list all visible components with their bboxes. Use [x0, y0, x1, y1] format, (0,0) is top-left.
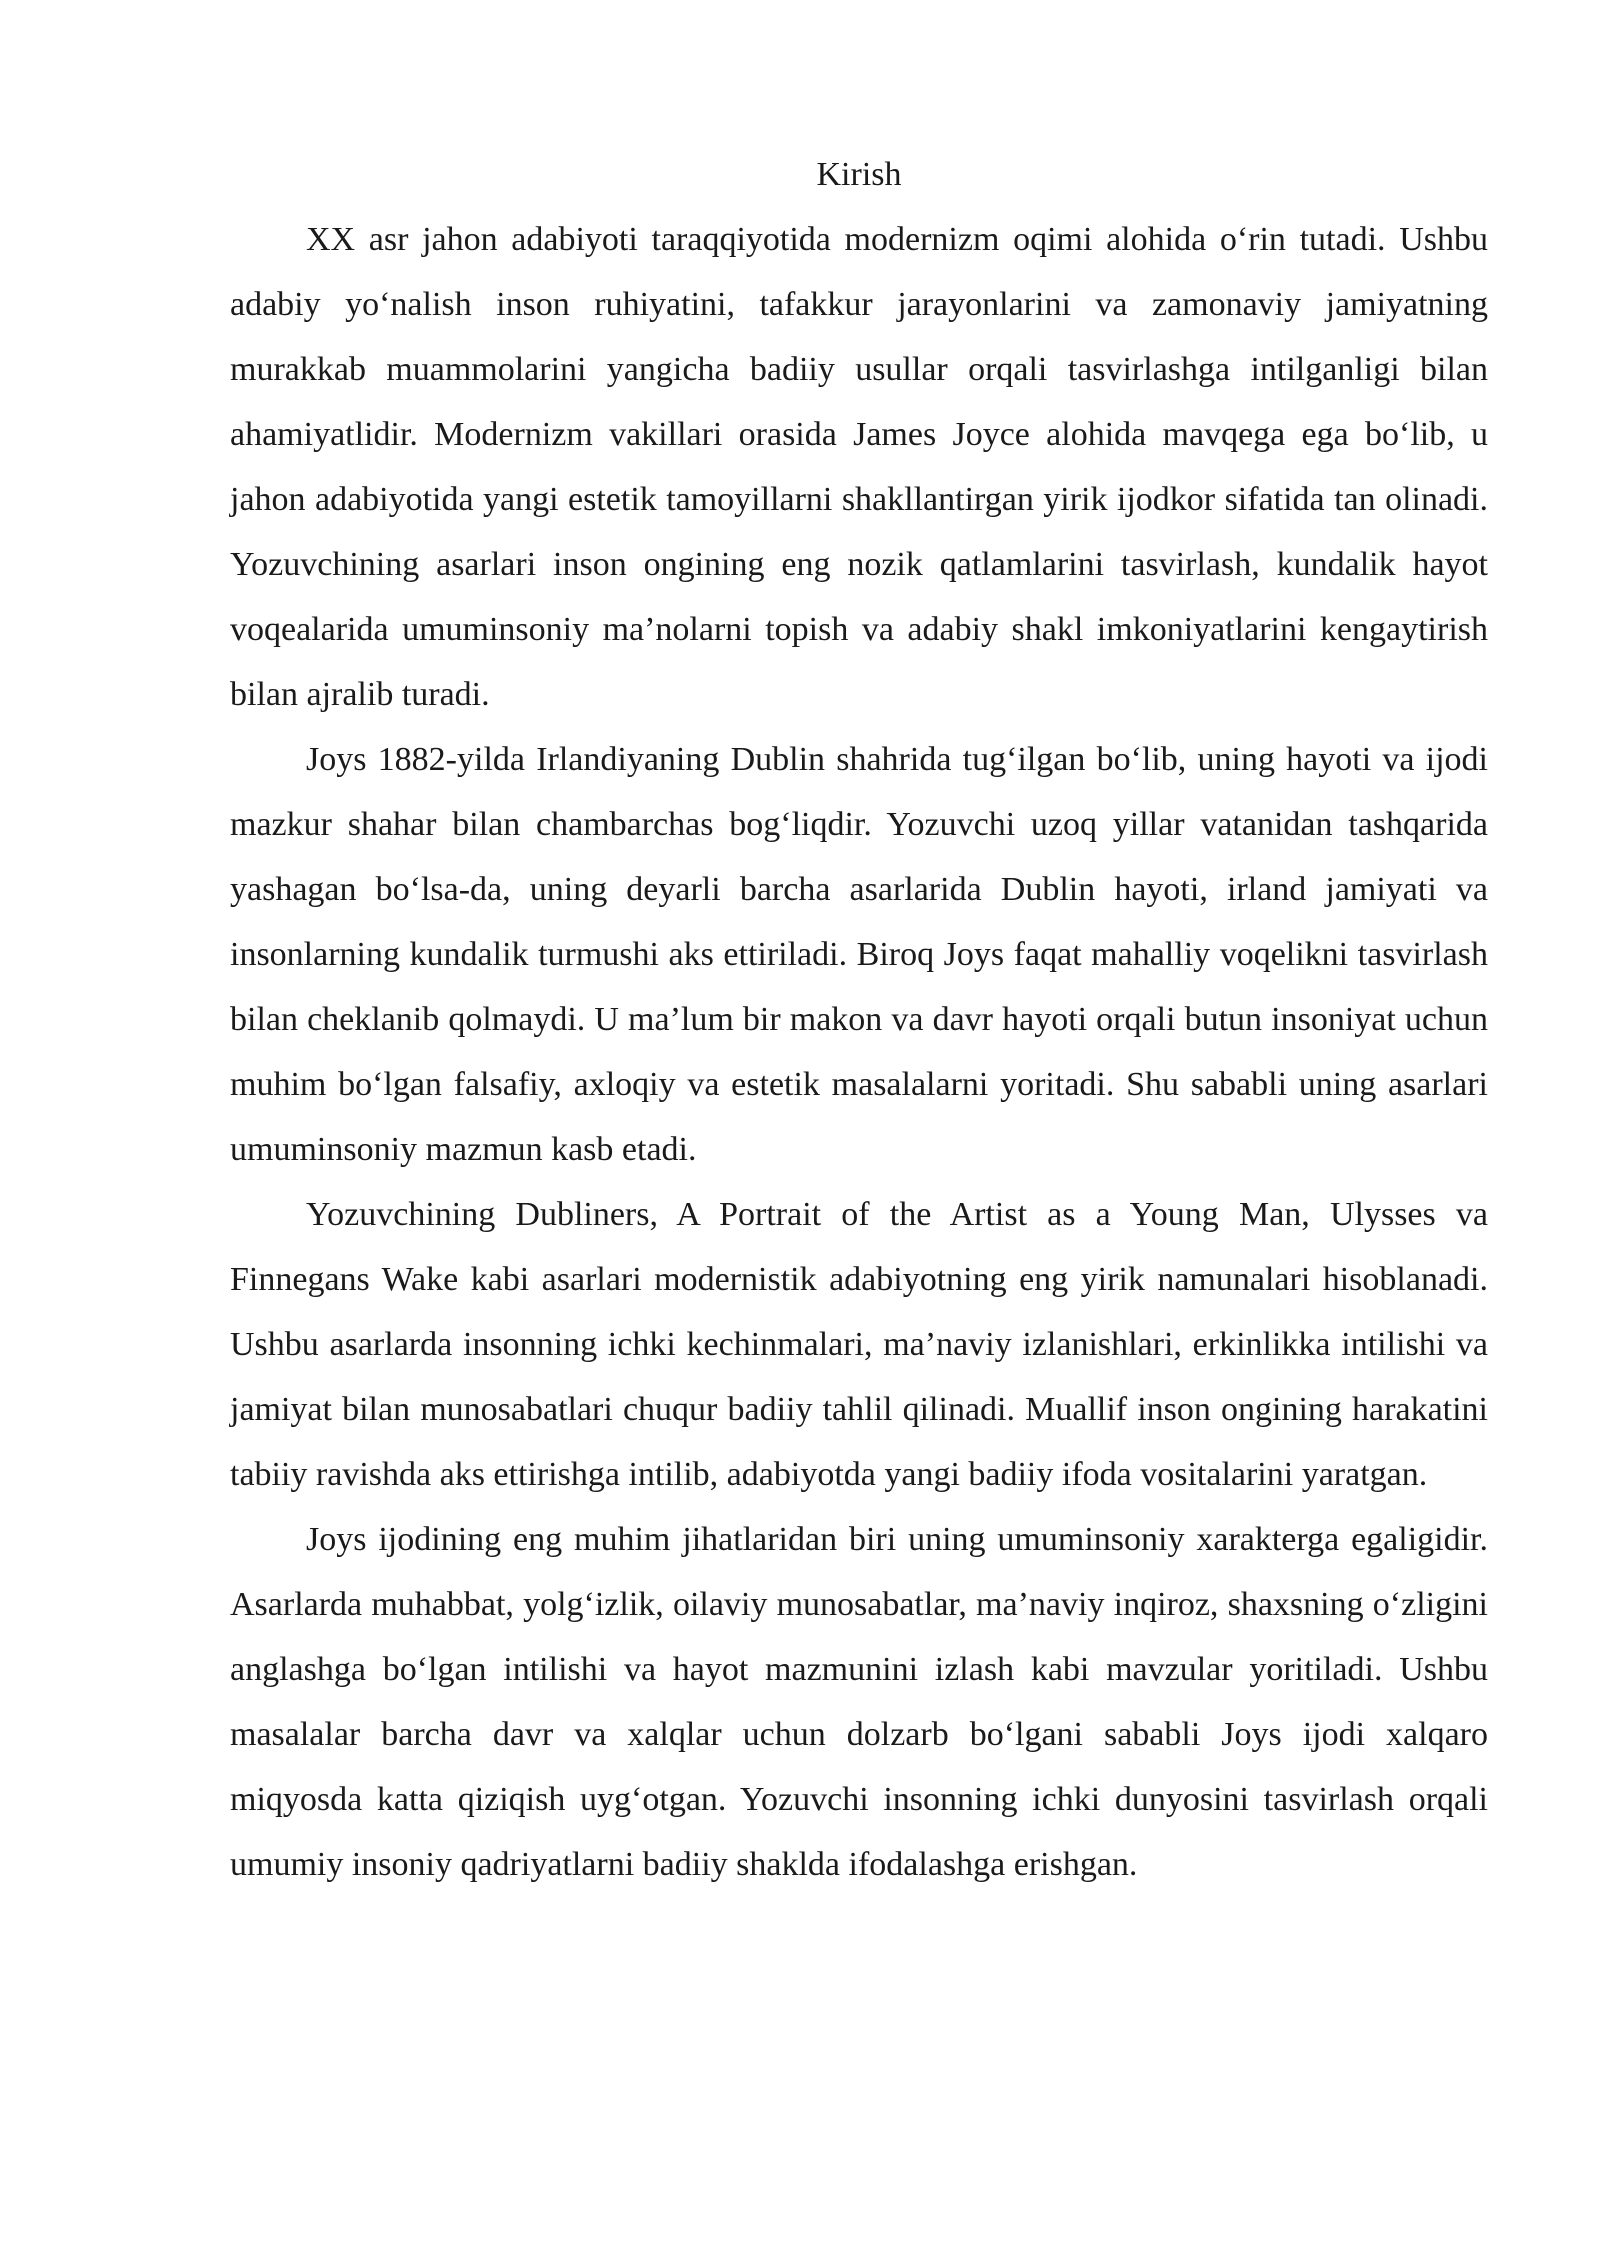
paragraph-1: XX asr jahon adabiyoti taraqqiyotida modernizm oqimi alohida o‘rin tutadi. Ushbu adabiy yo‘nalish inson ruhiyatini, tafakkur jarayonlarini va zamonaviy jamiyatning murakkab muammolarini yangicha badiiy usullar orqali tasvirlashga intilganligi bilan ahamiyatlidir. Modernizm vakillari orasida James Joyce alohida mavqega ega bo‘lib, u jahon adabiyotida yangi estetik tamoyillarni shakllantirgan yirik ijodkor sifatida tan olinadi. Yozuvchining asarlari inson ongining eng nozik qatlamlarini tasvirlash, kundalik hayot voqealarida umuminsoniy ma’nolarni topish va adabiy shakl imkoniyatlarini kengaytirish bilan ajralib turadi. [230, 221, 1488, 713]
document-body [230, 142, 1488, 1897]
paragraph-2: Joys 1882-yilda Irlandiyaning Dublin shahrida tug‘ilgan bo‘lib, uning hayoti va ijodi mazkur shahar bilan chambarchas bog‘liqdir. Yozuvchi uzoq yillar vatanidan tashqarida yashagan bo‘lsa-da, uning deyarli barcha asarlarida Dublin hayoti, irland jamiyati va insonlarning kundalik turmushi aks ettiriladi. Biroq Joys faqat mahalliy voqelikni tasvirlash bilan cheklanib qolmaydi. U ma’lum bir makon va davr hayoti orqali butun insoniyat uchun muhim bo‘lgan falsafiy, axloqiy va estetik masalalarni yoritadi. Shu sababli uning asarlari umuminsoniy mazmun kasb etadi. [230, 741, 1488, 1168]
paragraph-3: Yozuvchining Dubliners, A Portrait of the Artist as a Young Man, Ulysses va Finnegans Wake kabi asarlari modernistik adabiyotning eng yirik namunalari hisoblanadi. Ushbu asarlarda insonning ichki kechinmalari, ma’naviy izlanishlari, erkinlikka intilishi va jamiyat bilan munosabatlari chuqur badiiy tahlil qilinadi. Muallif inson ongining harakatini tabiiy ravishda aks ettirishga intilib, adabiyotda yangi badiiy ifoda vositalarini yaratgan. [230, 1196, 1488, 1493]
section-title: Kirish [816, 156, 902, 193]
paragraph-4: Joys ijodining eng muhim jihatlaridan biri uning umuminsoniy xarakterga egaligidir. Asarlarda muhabbat, yolg‘izlik, oilaviy munosabatlar, ma’naviy inqiroz, shaxsning o‘zligini anglashga bo‘lgan intilishi va hayot mazmunini izlash kabi mavzular yoritiladi. Ushbu masalalar barcha davr va xalqlar uchun dolzarb bo‘lgani sababli Joys ijodi xalqaro miqyosda katta qiziqish uyg‘otgan. Yozuvchi insonning ichki dunyosini tasvirlash orqali umumiy insoniy qadriyatlarni badiiy shaklda ifodalashga erishgan. [230, 1521, 1488, 1883]
